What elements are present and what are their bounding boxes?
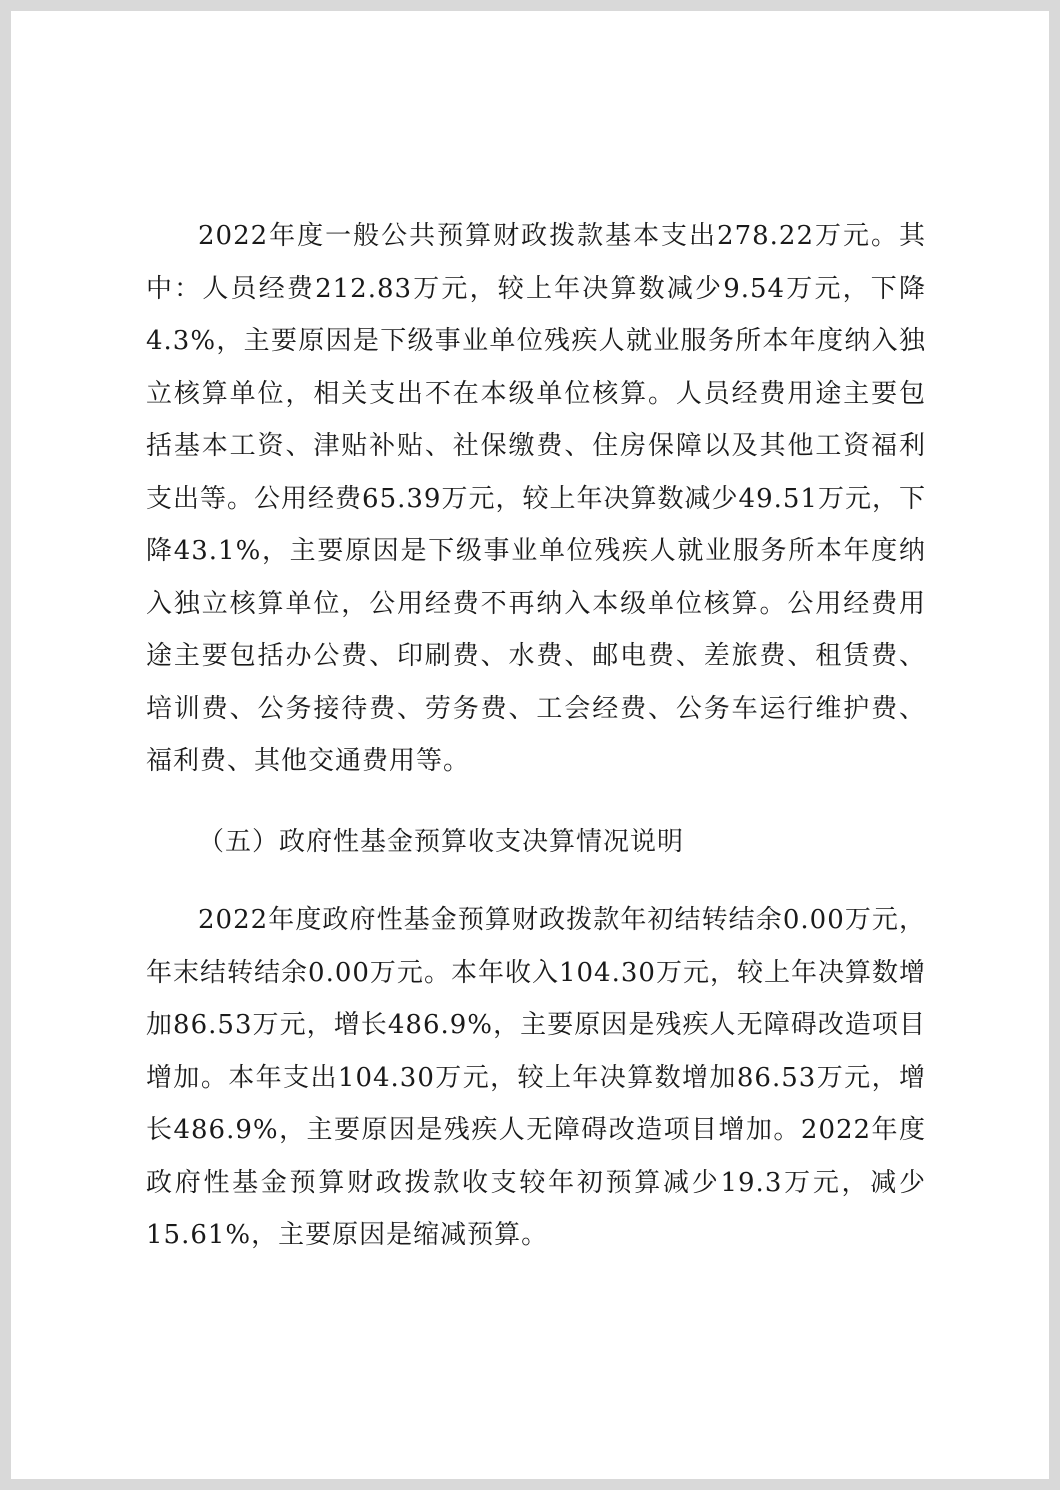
spacer — [146, 868, 926, 894]
document-page — [11, 11, 1049, 1479]
paragraph-government-fund: 2022年度政府性基金预算财政拨款年初结转结余0.00万元，年末结转结余0.00万元。本年收入104.30万元，较上年决算数增加86.53万元，增长486.9%，主要原因是残疾人无障碍改造项目增加。本年支出104.30万元，较上年决算数增加86.53万元，增长486.9%，主要原因是残疾人无障碍改造项目增加。2022年度政府性基金预算财政拨款收支较年初预算减少19.3万元，减少15.61%，主要原因是缩减预算。 — [146, 905, 926, 1250]
section-heading: （五）政府性基金预算收支决算情况说明 — [198, 826, 685, 857]
spacer — [146, 788, 926, 816]
document-body — [146, 210, 926, 1262]
paragraph-basic-expenditure: 2022年度一般公共预算财政拨款基本支出278.22万元。其中：人员经费212.83万元，较上年决算数减少9.54万元，下降4.3%，主要原因是下级事业单位残疾人就业服务所本年度纳入独立核算单位，相关支出不在本级单位核算。人员经费用途主要包括基本工资、津贴补贴、社保缴费、住房保障以及其他工资福利支出等。公用经费65.39万元，较上年决算数减少49.51万元，下降43.1%，主要原因是下级事业单位残疾人就业服务所本年度纳入独立核算单位，公用经费不再纳入本级单位核算。公用经费用途主要包括办公费、印刷费、水费、邮电费、差旅费、租赁费、培训费、公务接待费、劳务费、工会经费、公务车运行维护费、福利费、其他交通费用等。 — [146, 221, 926, 776]
